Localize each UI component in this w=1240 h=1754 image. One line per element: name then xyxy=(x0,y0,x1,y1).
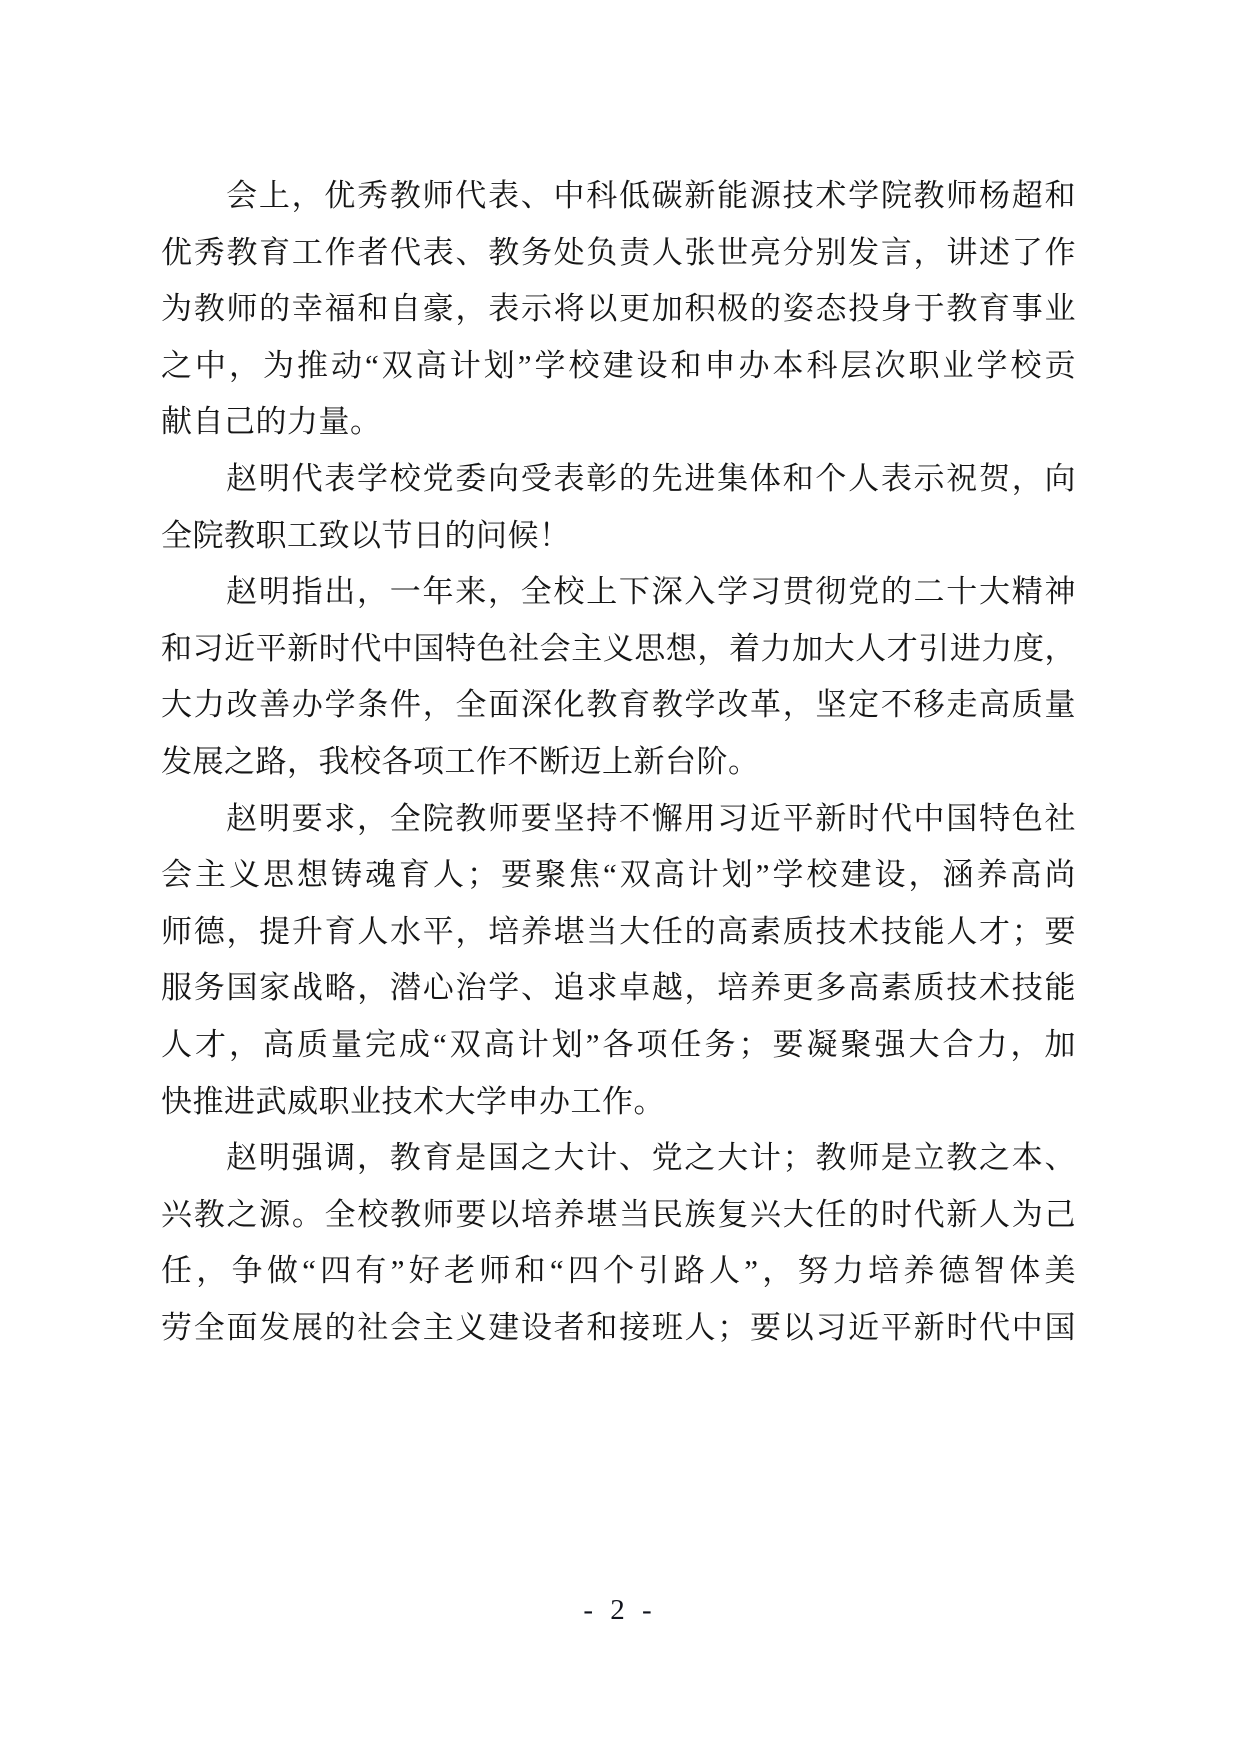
document-body xyxy=(161,168,1076,1356)
text-line: 会上，优秀教师代表、中科低碳新能源技术学院教师杨超和 xyxy=(226,178,1076,213)
text-line: 兴教之源。全校教师要以培养堪当民族复兴大任的时代新人为己 xyxy=(161,1196,1076,1232)
text-line: 发展之路，我校各项工作不断迈上新台阶。 xyxy=(161,743,760,779)
page-number: - 2 - xyxy=(583,1594,657,1626)
text-line: 师德，提升育人水平，培养堪当大任的高素质技术技能人才；要 xyxy=(161,913,1076,949)
text-line: 全院教职工致以节日的问候！ xyxy=(161,517,571,553)
text-line: 会主义思想铸魂育人；要聚焦“双高计划”学校建设，涵养高尚 xyxy=(161,857,1076,893)
text-line: 为教师的幸福和自豪，表示将以更加积极的姿态投身于教育事业 xyxy=(161,291,1076,327)
text-line: 大力改善办学条件，全面深化教育教学改革，坚定不移走高质量 xyxy=(161,687,1076,723)
text-line: 任，争做“四有”好老师和“四个引路人”，努力培养德智体美 xyxy=(161,1253,1076,1289)
text-line: 赵明要求，全院教师要坚持不懈用习近平新时代中国特色社 xyxy=(226,800,1076,836)
text-line: 劳全面发展的社会主义建设者和接班人；要以习近平新时代中国 xyxy=(161,1309,1076,1345)
text-line: 和习近平新时代中国特色社会主义思想，着力加大人才引进力度， xyxy=(161,630,1076,666)
text-line: 人才，高质量完成“双高计划”各项任务；要凝聚强大合力，加 xyxy=(161,1026,1076,1062)
text-line: 服务国家战略，潜心治学、追求卓越，培养更多高素质技术技能 xyxy=(161,970,1076,1006)
text-line: 献自己的力量。 xyxy=(161,404,382,440)
text-line: 快推进武威职业技术大学申办工作。 xyxy=(161,1083,665,1119)
text-line: 之中，为推动“双高计划”学校建设和申办本科层次职业学校贡 xyxy=(161,347,1076,383)
text-line: 赵明强调，教育是国之大计、党之大计；教师是立教之本、 xyxy=(226,1140,1076,1176)
text-line: 赵明指出，一年来，全校上下深入学习贯彻党的二十大精神 xyxy=(226,574,1076,610)
text-line: 赵明代表学校党委向受表彰的先进集体和个人表示祝贺，向 xyxy=(226,460,1076,496)
text-line: 优秀教育工作者代表、教务处负责人张世亮分别发言，讲述了作 xyxy=(161,234,1076,270)
